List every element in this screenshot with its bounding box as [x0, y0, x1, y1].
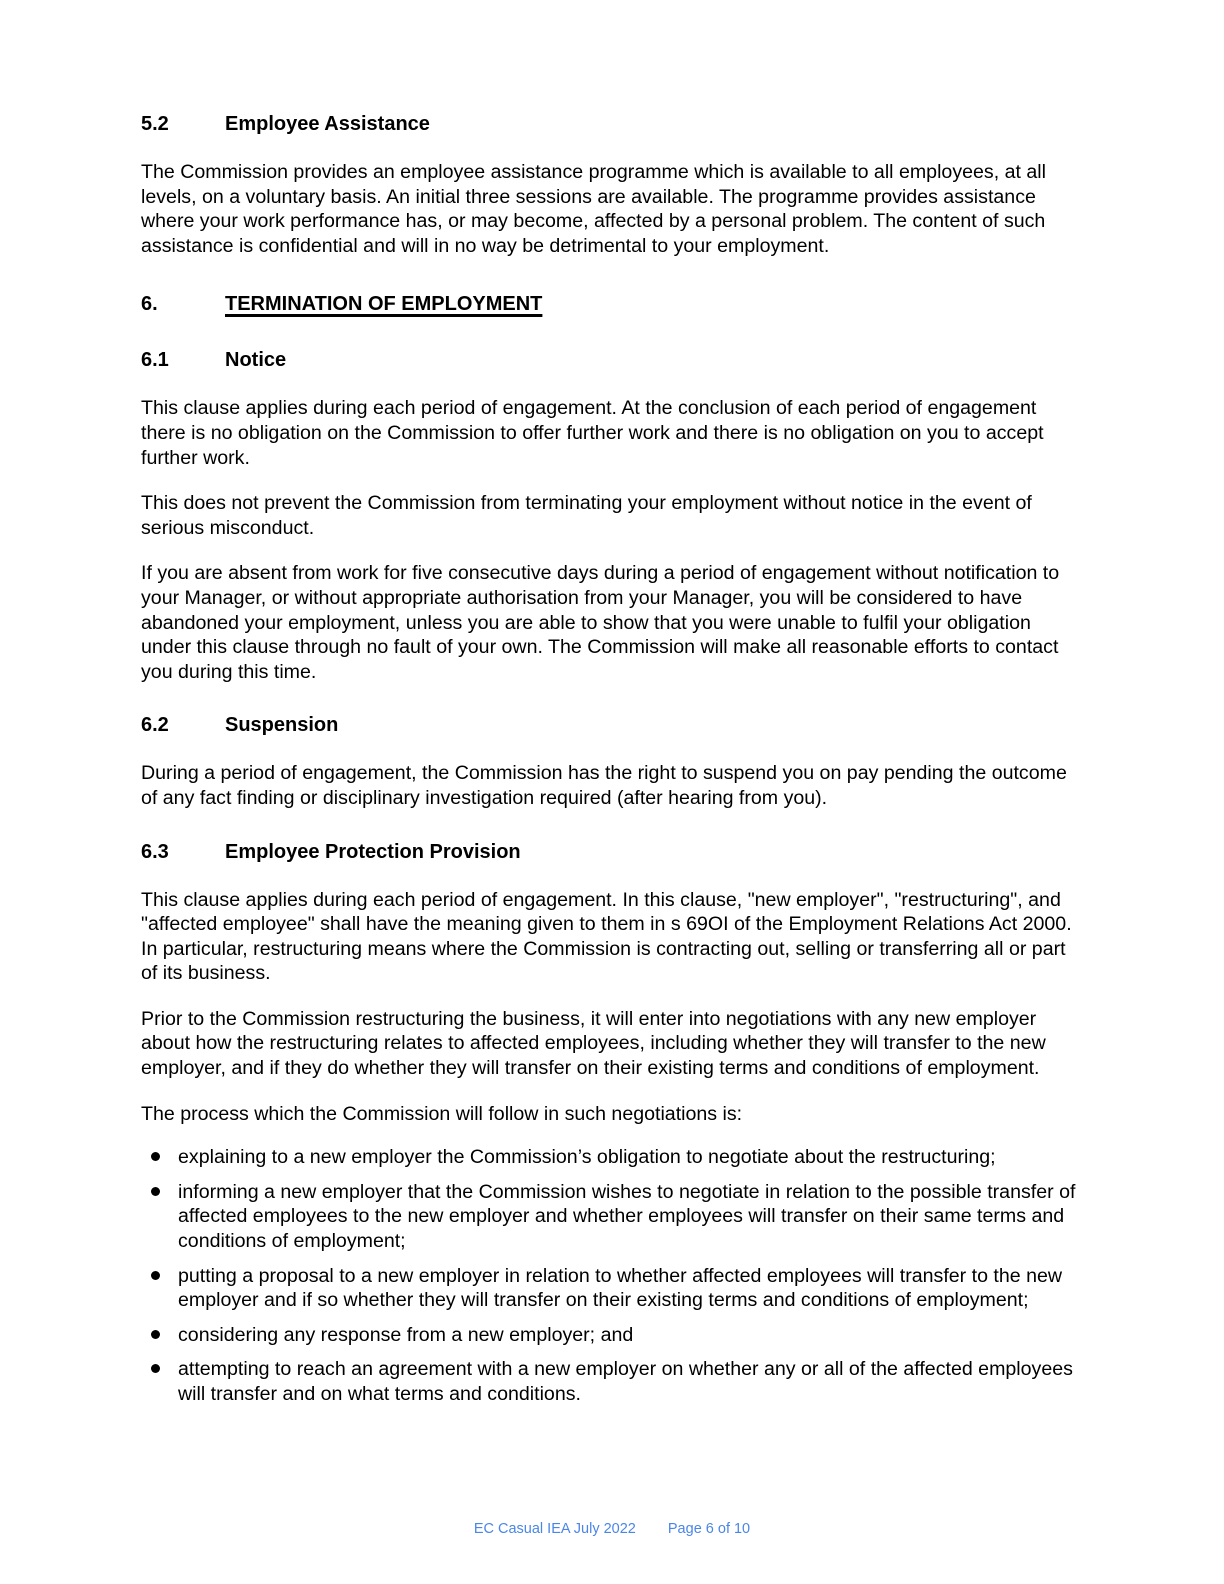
list-item — [141, 1323, 1081, 1348]
paragraph: The process which the Commission will follow in such negotiations is: — [141, 1102, 743, 1125]
footer-page-number: Page 6 of 10 — [667, 1521, 751, 1537]
bullet-icon — [151, 1152, 160, 1161]
document-page — [141, 110, 1081, 1407]
section-6-1-heading — [141, 346, 1081, 374]
paragraph: During a period of engagement, the Commission has the right to suspend you on pay pending the outcome of any fact finding or disciplinary investigation required (after hearing from you). — [141, 762, 1067, 809]
list-item-text: attempting to reach an agreement with a new employer on whether any or all of the affected employees will transfer and on what terms and conditions. — [178, 1358, 1073, 1405]
section-title: Notice — [225, 349, 287, 372]
section-number: 6.1 — [141, 349, 169, 372]
section-6-heading — [141, 290, 1081, 318]
section-5-2-heading — [141, 110, 1081, 138]
section-title: TERMINATION OF EMPLOYMENT — [225, 293, 543, 316]
paragraph: Prior to the Commission restructuring the business, it will enter into negotiations with any new employer about how the restructuring relates to affected employees, including whether they will transfer to the new employer, and if they do whether they will transfer on their existing terms and conditions of employment. — [141, 1007, 1046, 1080]
page-footer — [0, 1521, 1224, 1537]
section-title: Employee Assistance — [225, 113, 430, 135]
bullet-icon — [151, 1271, 160, 1280]
section-number: 6.2 — [141, 714, 169, 737]
section-number: 5.2 — [141, 113, 169, 135]
list-item-text: informing a new employer that the Commission wishes to negotiate in relation to the possible transfer of affected employees to the new employer and whether employees will transfer on their same terms and conditions of employment; — [178, 1180, 1076, 1253]
section-6-3-heading — [141, 838, 1081, 866]
bullet-icon — [151, 1187, 160, 1196]
negotiation-process-list — [141, 1145, 1081, 1406]
section-number: 6. — [141, 293, 158, 316]
paragraph: This does not prevent the Commission from terminating your employment without notice in the event of serious misconduct. — [141, 492, 1032, 539]
paragraph: The Commission provides an employee assistance programme which is available to all employees, at all levels, on a voluntary basis. An initial three sessions are available. The programme provides assistance where your work performance has, or may become, affected by a personal problem. The content of such assistance is confidential and will in no way be detrimental to your employment. — [141, 161, 1046, 257]
section-title: Employee Protection Provision — [225, 840, 521, 863]
list-item — [141, 1264, 1081, 1313]
bullet-icon — [151, 1330, 160, 1339]
paragraph: This clause applies during each period of engagement. At the conclusion of each period of engagement there is no obligation on the Commission to offer further work and there is no obligation on you to accept further work. — [141, 397, 1044, 469]
bullet-icon — [151, 1364, 160, 1373]
list-item-text: explaining to a new employer the Commission’s obligation to negotiate about the restructuring; — [178, 1146, 996, 1169]
list-item — [141, 1180, 1081, 1254]
list-item-text: putting a proposal to a new employer in relation to whether affected employees will transfer to the new employer and if so whether they will transfer on their existing terms and conditions of employment; — [178, 1264, 1063, 1312]
section-6-2-heading — [141, 711, 1081, 739]
paragraph: If you are absent from work for five consecutive days during a period of engagement without notification to your Manager, or without appropriate authorisation from your Manager, you will be considered to have abandoned your employment, unless you are able to show that you were unable to fulfil your obligation under this clause through no fault of your own. The Commission will make all reasonable efforts to contact you during this time. — [141, 562, 1060, 683]
list-item — [141, 1357, 1081, 1406]
paragraph: This clause applies during each period of engagement. In this clause, "new employer", "restructuring", and "affected employee" shall have the meaning given to them in s 69OI of the Employment Relations Act 2000. In particular, restructuring means where the Commission is contracting out, selling or transferring all or part of its business. — [141, 888, 1072, 985]
section-number: 6.3 — [141, 840, 169, 863]
list-item-text: considering any response from a new employer; and — [178, 1323, 634, 1346]
section-title: Suspension — [225, 714, 339, 737]
footer-document-name: EC Casual IEA July 2022 — [473, 1521, 636, 1537]
list-item — [141, 1145, 1081, 1170]
